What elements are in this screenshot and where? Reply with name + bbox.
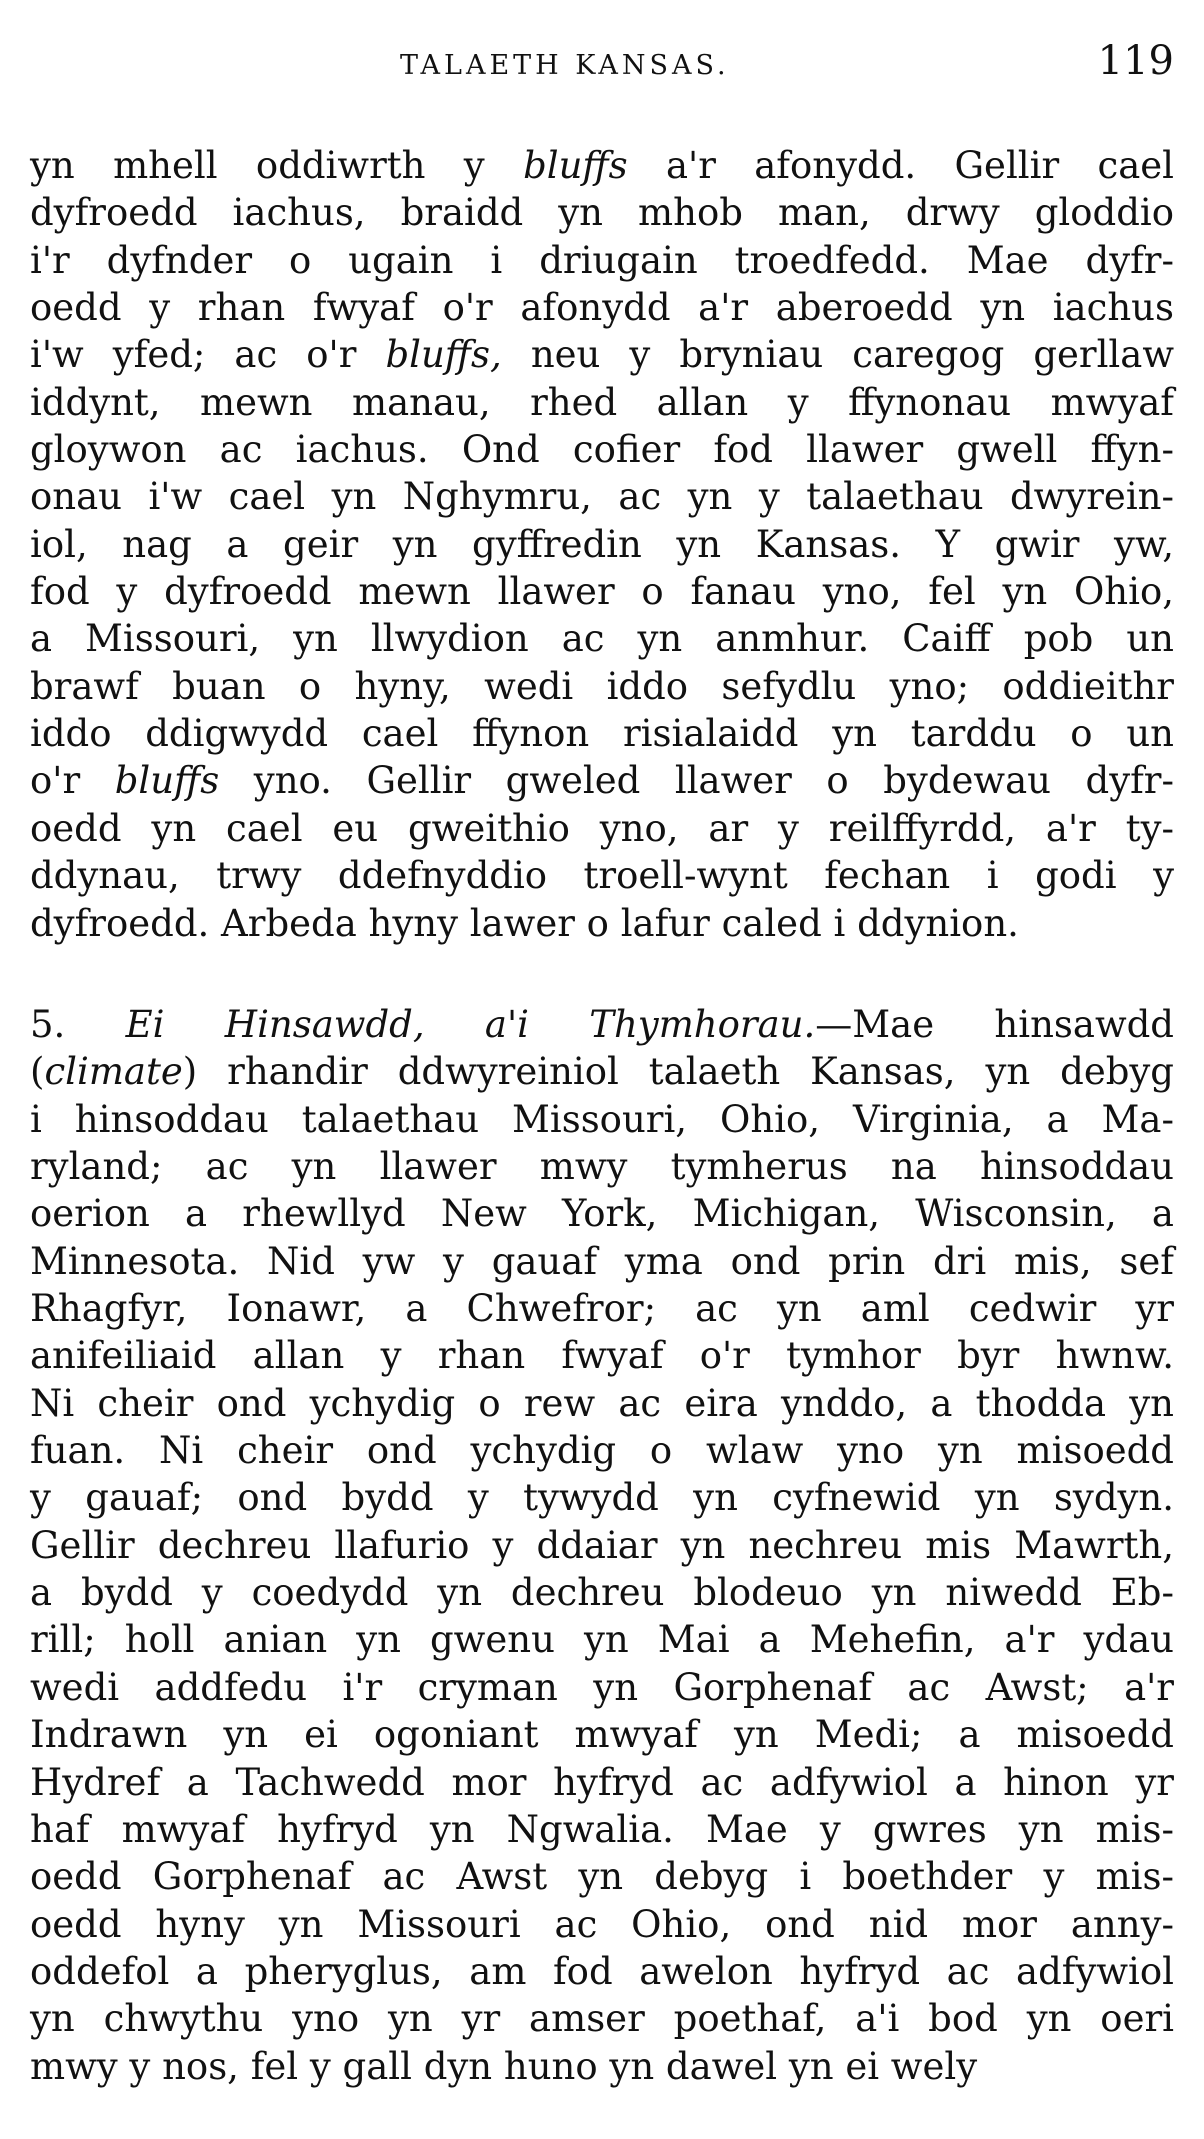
text-line: iddo ddigwydd cael ffynon risialaidd yn tarddu o un bbox=[30, 712, 1174, 756]
italic-term: bluffs bbox=[523, 144, 628, 187]
running-header bbox=[30, 38, 1174, 98]
text-line: fod y dyfroedd mewn llawer o fanau yno, fel yn Ohio, bbox=[30, 570, 1174, 614]
italic-term: Ei Hinsawdd, a'i Thymhorau. bbox=[125, 1003, 816, 1046]
text-line: oerion a rhewllyd New York, Michigan, Wisconsin, a bbox=[30, 1192, 1174, 1236]
text-line: iol, nag a geir yn gyffredin yn Kansas. Y gwir yw, bbox=[30, 522, 1174, 566]
page-number: 119 bbox=[1097, 38, 1174, 84]
text-line: i'r dyfnder o ugain i driugain troedfedd. Mae dyfr- bbox=[30, 238, 1174, 282]
text-line: y gauaf; ond bydd y tywydd yn cyfnewid yn sydyn. bbox=[30, 1476, 1174, 1520]
text-line: gloywon ac iachus. Ond cofier fod llawer gwell ffyn- bbox=[30, 428, 1174, 472]
text-line: onau i'w cael yn Nghymru, ac yn y talaethau dwyrein- bbox=[30, 475, 1174, 519]
text-line: dyfroedd iachus, braidd yn mhob man, drwy gloddio bbox=[30, 191, 1174, 235]
text-line: Rhagfyr, Ionawr, a Chwefror; ac yn aml cedwir yr bbox=[30, 1287, 1174, 1331]
text-line: ddynau, trwy ddefnyddio troell-wynt fechan i godi y bbox=[30, 854, 1174, 898]
text-line: Indrawn yn ei ogoniant mwyaf yn Medi; a misoedd bbox=[30, 1713, 1174, 1757]
text-line: haf mwyaf hyfryd yn Ngwalia. Mae y gwres yn mis- bbox=[30, 1807, 1174, 1851]
text-line: oedd yn cael eu gweithio yno, ar y reilffyrdd, a'r ty- bbox=[30, 806, 1174, 850]
text-line: i hinsoddau talaethau Missouri, Ohio, Virginia, a Ma- bbox=[30, 1097, 1174, 1141]
text-line: yn mhell oddiwrth y bluffs a'r afonydd. Gellir cael bbox=[30, 144, 1174, 187]
text-line: Minnesota. Nid yw y gauaf yma ond prin dri mis, sef bbox=[30, 1239, 1174, 1283]
italic-term: climate bbox=[44, 1050, 183, 1094]
text-line: Ni cheir ond ychydig o rew ac eira ynddo, a thodda yn bbox=[30, 1381, 1174, 1425]
text-line: a Missouri, yn llwydion ac yn anmhur. Caiff pob un bbox=[30, 617, 1174, 661]
paragraph-climate bbox=[30, 1001, 1174, 2090]
italic-term: bluffs bbox=[114, 759, 220, 803]
text-line: iddynt, mewn manau, rhed allan y ffynonau mwyaf bbox=[30, 380, 1174, 424]
text-line: fuan. Ni cheir ond ychydig o wlaw yno yn misoedd bbox=[30, 1429, 1174, 1473]
text-line: oedd Gorphenaf ac Awst yn debyg i boethder y mis- bbox=[30, 1855, 1174, 1899]
text-line: oedd hyny yn Missouri ac Ohio, ond nid mor anny- bbox=[30, 1902, 1174, 1946]
text-line: (climate) rhandir ddwyreiniol talaeth Kansas, yn debyg bbox=[30, 1050, 1174, 1094]
text-line: i'w yfed; ac o'r bluffs, neu y bryniau caregog gerllaw bbox=[30, 333, 1174, 377]
text-line: 5. Ei Hinsawdd, a'i Thymhorau.—Mae hinsawdd bbox=[30, 1003, 1174, 1046]
text-line: anifeiliaid allan y rhan fwyaf o'r tymhor byr hwnw. bbox=[30, 1334, 1174, 1378]
header-title: TALAETH KANSAS. bbox=[400, 50, 730, 81]
text-line: rill; holl anian yn gwenu yn Mai a Mehefin, a'r ydau bbox=[30, 1618, 1174, 1662]
text-line: wedi addfedu i'r cryman yn Gorphenaf ac Awst; a'r bbox=[30, 1665, 1174, 1709]
text-line: Hydref a Tachwedd mor hyfryd ac adfywiol a hinon yr bbox=[30, 1760, 1174, 1804]
italic-term: bluffs, bbox=[385, 333, 502, 377]
text-line: dyfroedd. Arbeda hyny lawer o lafur caled i ddynion. bbox=[30, 901, 1019, 945]
text-line: mwy y nos, fel y gall dyn huno yn dawel yn ei wely bbox=[30, 2044, 978, 2088]
text-line: o'r bluffs yno. Gellir gweled llawer o bydewau dyfr- bbox=[30, 759, 1174, 803]
text-line: oedd y rhan fwyaf o'r afonydd a'r aberoedd yn iachus bbox=[30, 286, 1174, 330]
paragraph-water bbox=[30, 142, 1174, 947]
text-line: yn chwythu yno yn yr amser poethaf, a'i bod yn oeri bbox=[30, 1997, 1174, 2041]
text-line: ryland; ac yn llawer mwy tymherus na hinsoddau bbox=[30, 1145, 1174, 1189]
text-line: brawf buan o hyny, wedi iddo sefydlu yno; oddieithr bbox=[30, 664, 1174, 708]
text-line: oddefol a pheryglus, am fod awelon hyfryd ac adfywiol bbox=[30, 1949, 1174, 1993]
text-line: Gellir dechreu llafurio y ddaiar yn nechreu mis Mawrth, bbox=[30, 1523, 1174, 1567]
text-line: a bydd y coedydd yn dechreu blodeuo yn niwedd Eb- bbox=[30, 1571, 1174, 1615]
